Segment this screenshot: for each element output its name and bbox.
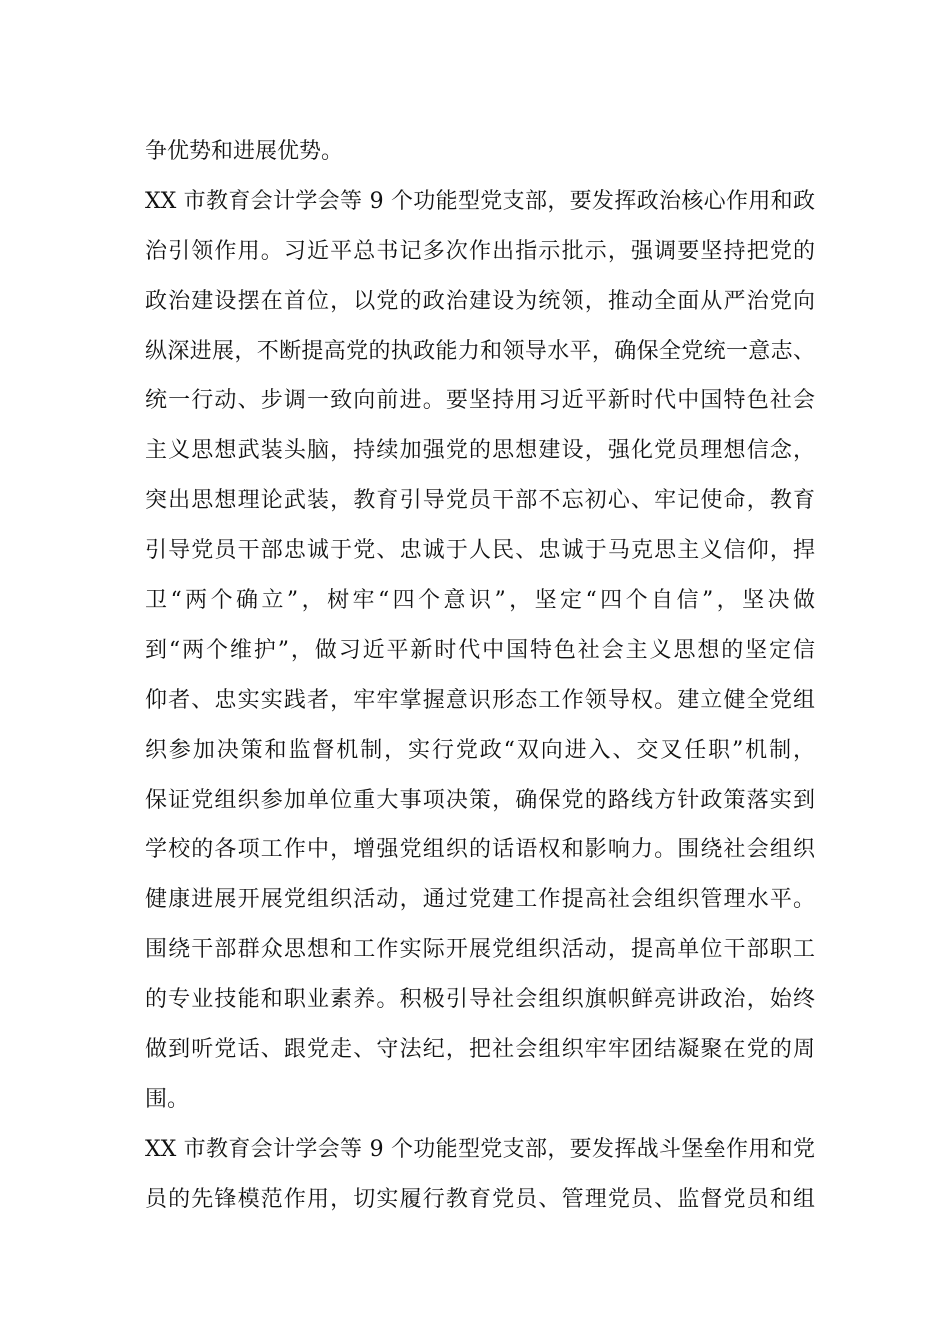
text-line: 引导党员干部忠诚于党、忠诚于人民、忠诚于马克思主义信仰，捍 — [145, 538, 815, 564]
text-line: 政治建设摆在首位，以党的政治建设为统领，推动全面从严治党向 — [145, 288, 815, 314]
document-body — [145, 132, 815, 1230]
text-line: 治引领作用。习近平总书记多次作出指示批示，强调要坚持把党的 — [145, 238, 815, 264]
text-line: 织参加决策和监督机制，实行党政“双向进入、交叉任职”机制， — [145, 737, 815, 763]
text-line: 卫“两个确立”，树牢“四个意识”，坚定“四个自信”，坚决做 — [145, 588, 815, 614]
text-line: XX 市教育会计学会等 9 个功能型党支部，要发挥战斗堡垒作用和党 — [145, 1136, 815, 1162]
text-line: 主义思想武装头脑，持续加强党的思想建设，强化党员理想信念， — [145, 438, 815, 464]
text-line: 做到听党话、跟党走、守法纪，把社会组织牢牢团结凝聚在党的周 — [145, 1037, 815, 1063]
text-line: 保证党组织参加单位重大事项决策，确保党的路线方针政策落实到 — [145, 787, 815, 813]
text-line: 突出思想理论武装，教育引导党员干部不忘初心、牢记使命，教育 — [145, 488, 815, 514]
text-line: 围。 — [145, 1086, 190, 1112]
text-line: 围绕干部群众思想和工作实际开展党组织活动，提高单位干部职工 — [145, 937, 815, 963]
text-line: XX 市教育会计学会等 9 个功能型党支部，要发挥政治核心作用和政 — [145, 188, 815, 214]
text-line: 的专业技能和职业素养。积极引导社会组织旗帜鲜亮讲政治，始终 — [145, 987, 815, 1013]
text-line: 争优势和进展优势。 — [145, 139, 344, 164]
text-line: 统一行动、步调一致向前进。要坚持用习近平新时代中国特色社会 — [145, 388, 815, 414]
text-line: 纵深进展，不断提高党的执政能力和领导水平，确保全党统一意志、 — [145, 338, 815, 364]
text-line: 仰者、忠实实践者，牢牢掌握意识形态工作领导权。建立健全党组 — [145, 687, 815, 713]
text-line: 健康进展开展党组织活动，通过党建工作提高社会组织管理水平。 — [145, 887, 815, 913]
text-line: 员的先锋模范作用，切实履行教育党员、管理党员、监督党员和组 — [145, 1186, 815, 1212]
text-line: 学校的各项工作中，增强党组织的话语权和影响力。围绕社会组织 — [145, 837, 815, 863]
text-line: 到“两个维护”，做习近平新时代中国特色社会主义思想的坚定信 — [145, 637, 815, 663]
